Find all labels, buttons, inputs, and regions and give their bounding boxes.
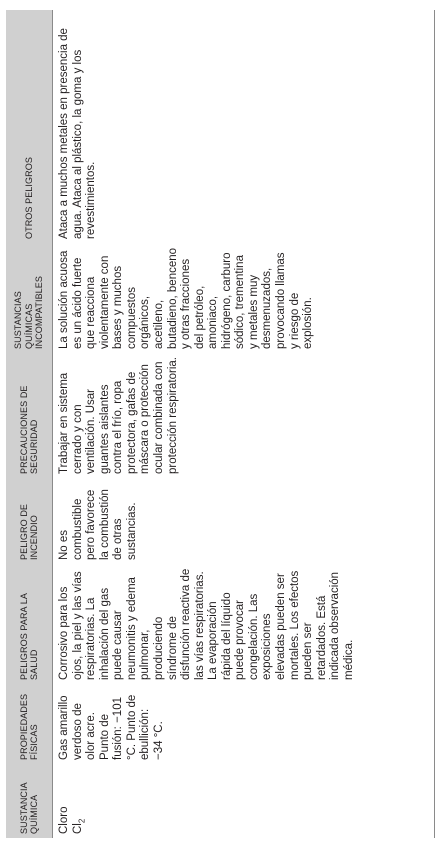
table-row [53,10,435,838]
cell-substance [53,764,435,838]
table-header-row [6,10,53,838]
header-substance: SUSTANCIA QUÍMICA [6,764,53,838]
substance-formula [72,768,87,834]
cell-incompatible-chemicals: La solución acuosa es un ácido fuerte que reacciona violentamente con bases y muchos compuestos orgánicos, acetileno, butadieno, benceno y otras fracciones del petróleo, amoniaco, hidrógeno, carburo sódico, trementina y metales muy desmenuzados, provocando llamas y riesgo de explosión. [53,243,435,353]
header-other-hazards: OTROS PELIGROS [6,10,53,243]
substance-name: Cloro [58,806,70,834]
cell-other-hazards: Ataca a muchos metales en presencia de agua. Ataca al plástico, la goma y los revestimientos. [53,10,435,243]
cell-safety-precautions: Trabajar en sistema cerrado y con ventilación. Usar guantes aislantes contra el frío, ropa protectora, gafas de máscara o protección ocular combinada con protección respiratoria. [53,353,435,478]
cell-health-hazards: Corrosivo para los ojos, la piel y las vías respiratorias. La inhalación del gas puede causar neumonitis y edema pulmonar, produciendo síndrome de disfunción reactiva de las vías respiratorias. La evaporación rápida del líquido puede provocar congelación. Las exposiciones elevadas pueden ser mortales. Los efectos pueden ser retardados. Está indicada observación médica. [53,564,435,684]
header-fire-hazard: PELIGRO DE INCENDIO [6,478,53,564]
header-health-hazards: PELIGROS PARA LA SALUD [6,564,53,684]
formula-subscript: 2 [76,818,86,824]
formula-symbol: Cl [71,823,84,834]
header-physical-properties: PROPIEDADES FÍSICAS [6,684,53,764]
chemical-hazard-table [6,10,435,838]
cell-fire-hazard: No es combustible pero favorece la combustión de otras sustancias. [53,478,435,564]
cell-physical-properties: Gas amarillo verdoso de olor acre. Punto de fusión: −101 °C. Punto de ebullición: −34 °C. [53,684,435,764]
header-incompatible-chemicals: SUSTANCIAS QUÍMICAS INCOMPATIBLES [6,243,53,353]
header-safety-precautions: PRECAUCIONES DE SEGURIDAD [6,353,53,478]
